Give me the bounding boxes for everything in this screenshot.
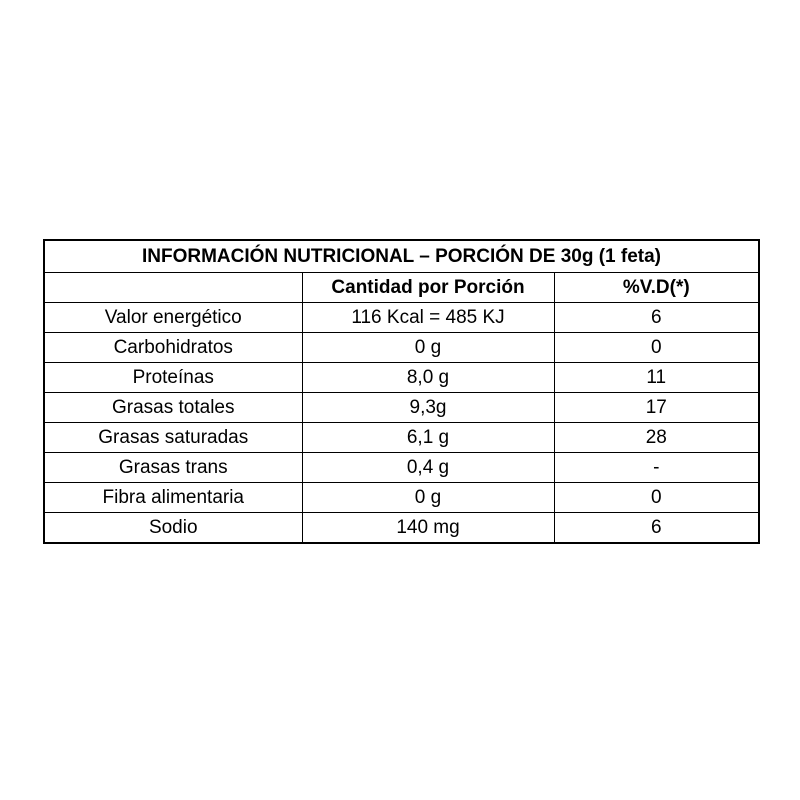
nutrient-name: Grasas saturadas [44, 423, 302, 453]
header-amount-per-serving: Cantidad por Porción [302, 273, 554, 303]
nutrient-name: Grasas trans [44, 453, 302, 483]
table-row [44, 453, 759, 483]
nutrient-amount: 0 g [302, 333, 554, 363]
table-row [44, 513, 759, 544]
table-row [44, 423, 759, 453]
table-row [44, 393, 759, 423]
nutrient-daily-value: 0 [554, 483, 759, 513]
table-row [44, 363, 759, 393]
nutrient-name: Fibra alimentaria [44, 483, 302, 513]
nutrient-amount: 140 mg [302, 513, 554, 544]
nutrient-daily-value: 0 [554, 333, 759, 363]
header-nutrient [44, 273, 302, 303]
nutrition-facts-table [43, 239, 760, 544]
nutrient-name: Sodio [44, 513, 302, 544]
table-row [44, 303, 759, 333]
nutrient-daily-value: 6 [554, 513, 759, 544]
table-row [44, 483, 759, 513]
nutrient-daily-value: - [554, 453, 759, 483]
nutrient-daily-value: 17 [554, 393, 759, 423]
nutrient-daily-value: 11 [554, 363, 759, 393]
nutrient-amount: 6,1 g [302, 423, 554, 453]
nutrient-amount: 0,4 g [302, 453, 554, 483]
column-header-row [44, 273, 759, 303]
table-row [44, 333, 759, 363]
table-title: INFORMACIÓN NUTRICIONAL – PORCIÓN DE 30g (1 feta) [44, 240, 759, 273]
nutrient-amount: 8,0 g [302, 363, 554, 393]
nutrient-name: Grasas totales [44, 393, 302, 423]
table-title-row [44, 240, 759, 273]
nutrient-amount: 0 g [302, 483, 554, 513]
nutrient-daily-value: 28 [554, 423, 759, 453]
header-daily-value: %V.D(*) [554, 273, 759, 303]
nutrient-name: Proteínas [44, 363, 302, 393]
nutrient-name: Carbohidratos [44, 333, 302, 363]
nutrient-amount: 116 Kcal = 485 KJ [302, 303, 554, 333]
nutrient-daily-value: 6 [554, 303, 759, 333]
nutrient-amount: 9,3g [302, 393, 554, 423]
nutrient-name: Valor energético [44, 303, 302, 333]
